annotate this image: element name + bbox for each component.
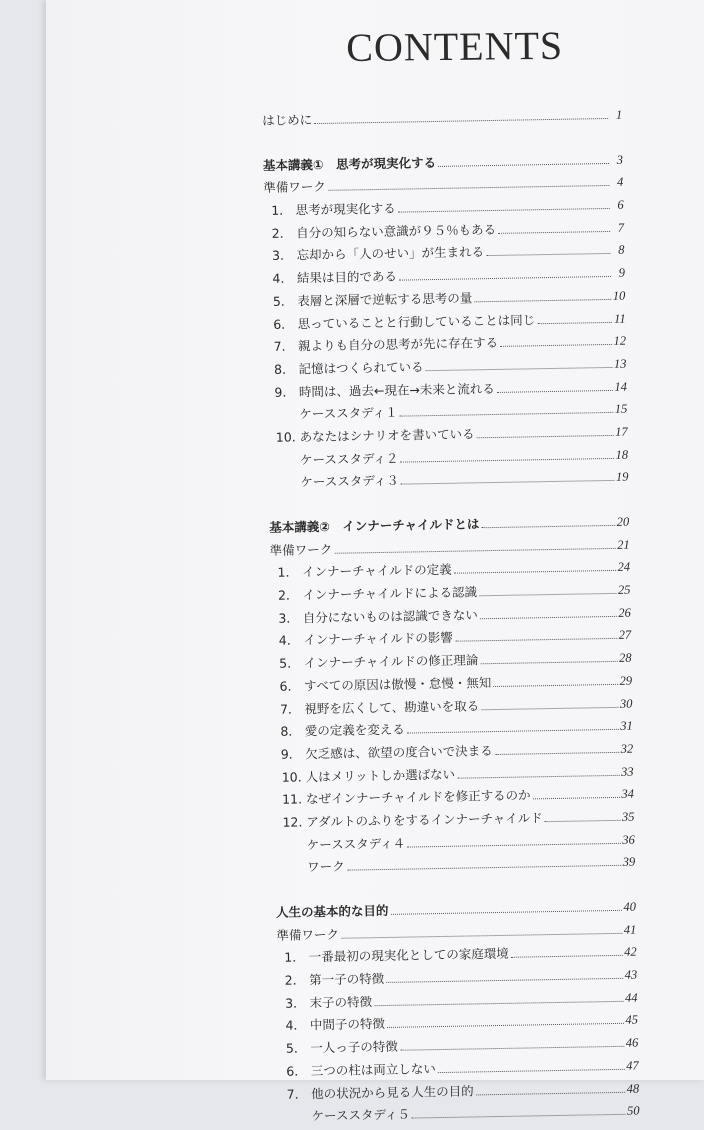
toc-entry-number: 3． [271, 247, 293, 264]
toc-page-number: 13 [613, 356, 627, 371]
toc-entry-number: 10. [281, 768, 302, 785]
toc-entry-number: 1． [284, 949, 305, 966]
toc-entry-label: インナーチャイルドの修正理論 [303, 652, 479, 671]
toc-entry-label: 結果は目的である [296, 268, 398, 286]
toc-page-number: 6 [617, 197, 624, 212]
dot-leader [545, 820, 620, 822]
toc-entry-label: 記憶はつくられている [298, 359, 424, 377]
toc-entry-number: 6． [286, 1063, 307, 1079]
dot-leader [386, 978, 622, 983]
toc-entry [262, 105, 622, 134]
toc-page-number: 27 [618, 628, 632, 643]
toc-entry-number: 8． [273, 361, 295, 377]
toc-entry-label: 人生の基本的な目的 [275, 902, 389, 920]
toc-entry-number: 1． [271, 202, 292, 218]
toc-page-number: 26 [618, 605, 631, 620]
toc-page-number: 18 [615, 447, 629, 462]
toc-entry-label: 欠乏感は、欲望の度合いで決まる [305, 742, 493, 762]
toc-entry-label: 中間子の特徴 [309, 1016, 386, 1033]
toc-entry-number: 4． [272, 270, 294, 286]
toc-page-number: 40 [623, 899, 637, 914]
toc-entry-label: 一人っ子の特徴 [310, 1038, 398, 1056]
dot-leader [497, 389, 613, 392]
dot-leader [398, 208, 610, 213]
toc-entry-label: アダルトのふりをするインナーチャイルド [306, 810, 543, 830]
toc-entry-label: すべての原因は傲慢・怠慢・無知 [303, 674, 492, 694]
toc-entry-number: 9． [280, 746, 302, 762]
toc-section [276, 897, 640, 1130]
dot-leader [493, 684, 617, 687]
toc-page-number: 31 [620, 718, 633, 734]
toc-entry-number: 1． [277, 564, 299, 581]
toc-entry-number: 7． [286, 1085, 308, 1102]
toc-entry-number: 2． [277, 587, 299, 603]
toc-entry-label: 思っていることと行動していることは同じ [297, 311, 536, 331]
dot-leader [533, 797, 620, 800]
toc-page-number: 47 [626, 1058, 639, 1073]
dot-leader [391, 910, 622, 915]
toc-page-number: 15 [614, 401, 628, 417]
toc-entry-label: 表層と深層で逆転する思考の量 [297, 290, 473, 309]
toc-entry-number: 9． [274, 384, 296, 400]
toc-entry-label: あなたはシナリオを書いている [299, 426, 475, 445]
dot-leader [511, 955, 622, 958]
toc-page-number: 8 [618, 243, 625, 258]
dot-leader [486, 253, 610, 256]
toc-entry [268, 467, 628, 496]
dot-leader [438, 163, 609, 167]
dot-leader [387, 1023, 623, 1028]
toc-page-number: 24 [617, 560, 631, 575]
page-title: CONTENTS [346, 22, 564, 70]
dot-leader [400, 412, 613, 417]
toc-entry-label: 末子の特徴 [309, 993, 373, 1011]
dot-leader [476, 1091, 625, 1095]
dot-leader [479, 593, 616, 596]
dot-leader [482, 525, 615, 528]
toc-entry-number: 5． [272, 293, 294, 309]
toc-entry-number: 7． [279, 700, 301, 717]
toc-entry-label: 準備ワーク [263, 179, 326, 196]
toc-entry-number: 8． [280, 723, 301, 739]
toc-entry-number: 5． [285, 1040, 307, 1056]
dot-leader [401, 458, 614, 463]
toc-entry-label: 忘却から「人のせい」が生まれる [296, 244, 485, 263]
toc-entry-label: ケーススタディ１ [299, 404, 398, 422]
dot-leader [426, 367, 612, 371]
toc-page-number: 48 [626, 1081, 640, 1096]
toc-page-number: 45 [625, 1013, 639, 1028]
toc-section [262, 105, 622, 134]
dot-leader [314, 118, 608, 124]
toc-entry-label: インナーチャイルドの影響 [303, 630, 453, 648]
toc-entry-number: 6． [273, 315, 294, 332]
toc-entry-label: 親よりも自分の思考が先に存在する [297, 335, 499, 354]
toc-entry-label: インナーチャイルドによる認識 [302, 584, 478, 603]
toc-page-number: 17 [615, 424, 628, 439]
dot-leader [374, 1001, 623, 1006]
toc-entry-label: はじめに [262, 112, 313, 128]
toc-section [263, 149, 629, 496]
toc-entry-number: 7． [273, 338, 295, 355]
toc-page-number: 42 [624, 944, 637, 960]
dot-leader [454, 570, 616, 574]
toc-page-number: 39 [622, 854, 636, 870]
toc-entry-label: 三つの柱は両立しない [310, 1060, 436, 1079]
toc-entry-number: 3． [278, 610, 299, 626]
toc-entry-label: ケーススタディ２ [299, 450, 399, 468]
dot-leader [401, 480, 614, 485]
dot-leader [407, 729, 618, 734]
toc-entry-label: 視野を広くして、勘違いを取る [304, 697, 480, 716]
dot-leader [400, 1046, 624, 1051]
toc-page-number: 46 [625, 1035, 639, 1050]
toc-page-number: 33 [620, 764, 634, 779]
toc-entry-label: ケーススタディ５ [311, 1106, 411, 1124]
toc-entry-label: 基本講義② インナーチャイルドとは [269, 516, 480, 535]
toc-entry-label: 思考が現実化する [295, 200, 396, 218]
toc-page-number: 32 [620, 741, 634, 756]
toc-entry-label: 準備ワーク [276, 926, 340, 943]
toc-entry-label: 他の状況から見る人生の目的 [311, 1082, 474, 1101]
toc-page-number: 9 [618, 265, 626, 280]
toc-entry-number [269, 487, 301, 488]
toc-entry-label: ワーク [307, 858, 345, 875]
toc-entry-number [268, 464, 300, 465]
toc-entry-label: 一番最初の現実化としての家庭環境 [308, 946, 509, 965]
toc-page-number: 50 [626, 1103, 640, 1118]
toc-section [269, 512, 635, 881]
dot-leader [457, 774, 619, 778]
dot-leader [334, 548, 615, 554]
dot-leader [399, 276, 611, 281]
toc-page-number: 3 [616, 152, 624, 167]
toc-page-number: 43 [624, 967, 638, 982]
toc-entry-number: 2． [271, 225, 293, 241]
toc-entry-label: インナーチャイルドの定義 [301, 562, 452, 580]
dot-leader [412, 1114, 625, 1119]
toc-entry-number: 2． [284, 972, 306, 988]
dot-leader [480, 661, 617, 664]
dot-leader [455, 638, 617, 642]
toc-entry-label: 人はメリットしか選ばない [305, 766, 456, 784]
dot-leader [341, 933, 622, 939]
toc-entry-label: 第一子の特徴 [309, 971, 385, 988]
toc-entry-label: 基本講義① 思考が現実化する [262, 154, 437, 173]
toc-entry-number: 4． [278, 632, 300, 649]
dot-leader [328, 185, 609, 191]
dot-leader [495, 752, 619, 755]
toc-entry-number: 4． [285, 1017, 307, 1034]
toc-entry-label: 自分の知らない意識が９５％もある [295, 221, 497, 241]
toc-page-number: 20 [616, 514, 630, 529]
book-page [46, 0, 704, 1124]
toc-entry-number: 6． [279, 678, 301, 694]
toc-entry [279, 1101, 639, 1130]
toc-page-number: 44 [624, 990, 638, 1005]
toc-page-number: 35 [621, 809, 635, 824]
dot-leader [438, 1069, 624, 1073]
dot-leader [407, 842, 620, 847]
dot-leader [500, 344, 611, 347]
toc-entry-label: なぜインナーチャイルドを修正するのか [305, 787, 531, 807]
toc-entry-label: 自分にないものは認識できない [302, 607, 478, 626]
table-of-contents [262, 105, 640, 1130]
toc-entry-number: 5． [279, 655, 300, 671]
dot-leader [474, 299, 610, 302]
toc-entry-label: ケーススタディ３ [300, 472, 399, 490]
toc-page-number: 34 [621, 786, 635, 802]
toc-entry-number [275, 872, 307, 873]
dot-leader [498, 231, 610, 234]
toc-entry-label: 準備ワーク [269, 541, 333, 558]
toc-entry-number [267, 419, 299, 420]
toc-page-number: 25 [617, 582, 631, 597]
toc-page-number: 28 [618, 650, 632, 665]
toc-page-number: 21 [616, 537, 630, 552]
toc-entry-number: 12. [282, 814, 303, 830]
dot-leader [477, 435, 614, 438]
toc-entry-label: ケーススタディ４ [306, 835, 406, 852]
toc-entry-number: 11. [281, 791, 303, 808]
toc-page-number: 41 [623, 922, 637, 937]
toc-page-number: 1 [615, 107, 623, 122]
toc-entry-number [280, 1120, 312, 1121]
dot-leader [537, 321, 611, 323]
toc-page-number: 36 [622, 832, 635, 847]
toc-page-number: 29 [619, 673, 633, 688]
dot-leader [480, 616, 616, 619]
toc-entry [275, 852, 635, 881]
dot-leader [347, 865, 621, 871]
toc-entry-number: 10. [275, 429, 296, 445]
toc-entry-label: 時間は、過去←現在→未来と流れる [298, 380, 495, 399]
toc-page-number: 30 [619, 696, 633, 711]
toc-page-number: 11 [613, 311, 626, 326]
toc-page-number: 12 [613, 333, 627, 349]
toc-page-number: 4 [616, 175, 624, 190]
toc-entry-number [275, 849, 307, 850]
toc-page-number: 14 [614, 379, 627, 394]
toc-page-number: 19 [615, 469, 629, 485]
toc-page-number: 7 [617, 220, 625, 235]
toc-entry-number: 3． [284, 995, 306, 1011]
toc-entry-label: 愛の定義を変える [304, 721, 405, 739]
dot-leader [481, 706, 618, 709]
toc-page-number: 10 [612, 288, 626, 303]
